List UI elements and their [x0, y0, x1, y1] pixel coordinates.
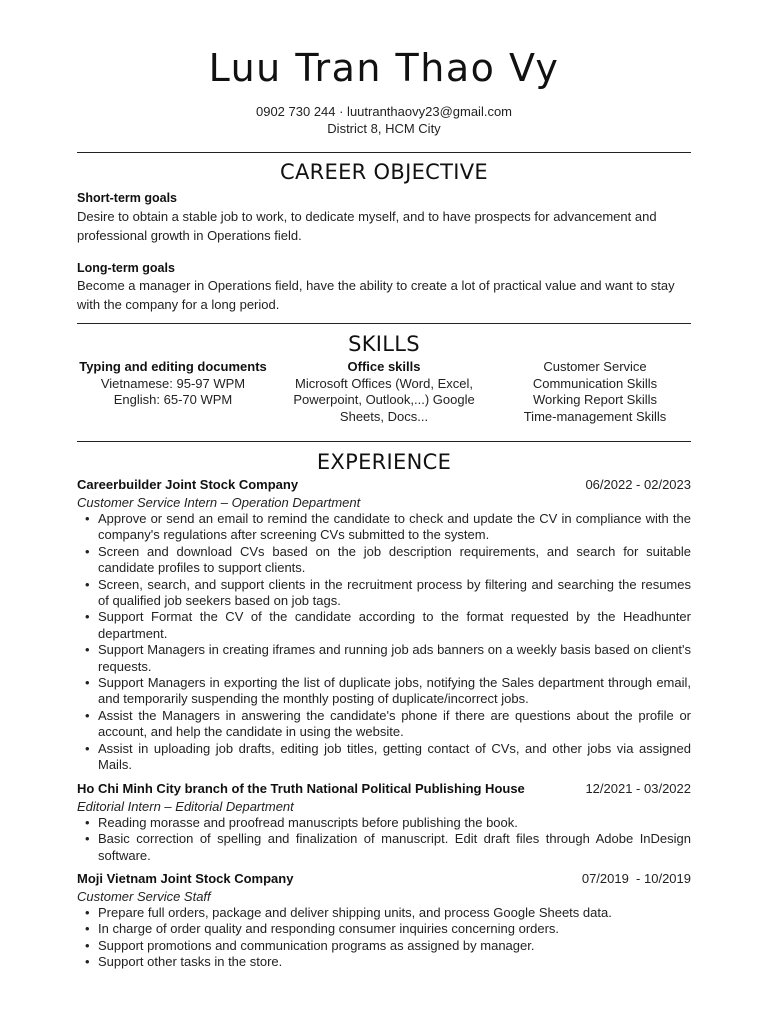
- long-term-label: Long-term goals: [77, 261, 175, 275]
- experience-title: EXPERIENCE: [316, 450, 452, 474]
- company-name: Ho Chi Minh City branch of the Truth National Political Publishing House: [77, 781, 525, 796]
- job-dates: 06/2022 - 02/2023: [585, 477, 691, 492]
- job-bullet: • Support Managers in creating iframes and running job ads banners on a weekly basis based on client's requests.: [77, 642, 691, 675]
- contact-line: 0902 730 244 · luutranthaovy23@gmail.com: [255, 104, 513, 119]
- company-name: Moji Vietnam Joint Stock Company: [77, 871, 294, 886]
- job-entry: [77, 871, 691, 971]
- skills-typing-heading: Typing and editing documents: [79, 359, 267, 374]
- job-bullets: [77, 905, 691, 971]
- job-bullet: • Reading morasse and proofread manuscripts before publishing the book.: [77, 815, 691, 831]
- skills-office-column: [284, 359, 484, 426]
- divider: [77, 441, 691, 442]
- short-term-label: Short-term goals: [77, 191, 178, 205]
- job-bullet: • Support Format the CV of the candidate according to the format requested by the Headhunter department.: [77, 609, 691, 642]
- job-bullets: [77, 815, 691, 864]
- job-bullets: [77, 511, 691, 774]
- job-role: Customer Service Staff: [77, 889, 211, 904]
- job-bullet: • Screen and download CVs based on the job description requirements, and search for suitable candidate profiles to support clients.: [77, 544, 691, 577]
- candidate-name: Luu Tran Thao Vy: [208, 46, 560, 90]
- job-bullet: • Approve or send an email to remind the candidate to check and update the CV in compliance with the company's regulations after screening CVs submitted to the system.: [77, 511, 691, 544]
- skill-item: Customer Service: [543, 359, 647, 374]
- short-term-text: Desire to obtain a stable job to work, to dedicate myself, and to have prospects for advancement and professional growth in Operations field.: [77, 209, 657, 243]
- divider: [77, 323, 691, 324]
- job-bullet: • Assist the Managers in answering the candidate's phone if there are questions about the profile or account, and help the candidate in using the website.: [77, 708, 691, 741]
- job-bullet: • Basic correction of spelling and finalization of manuscript. Edit draft files through Adobe InDesign software.: [77, 831, 691, 864]
- career-objective-title: CAREER OBJECTIVE: [280, 160, 488, 184]
- job-entry: [77, 477, 691, 774]
- skill-item: Working Report Skills: [532, 392, 658, 408]
- job-bullet: • In charge of order quality and responding consumer inquiries concerning orders.: [77, 921, 691, 937]
- job-bullet: • Support other tasks in the store.: [77, 954, 691, 970]
- job-bullet: • Prepare full orders, package and deliver shipping units, and process Google Sheets data.: [77, 905, 691, 921]
- job-entry: [77, 781, 691, 864]
- job-bullet: • Screen, search, and support clients in the recruitment process by filtering and searching the resumes of qualified job seekers based on job tags.: [77, 577, 691, 610]
- skills-typing-column: [73, 359, 273, 409]
- divider: [77, 152, 691, 153]
- skills-soft-column: [495, 359, 695, 426]
- skill-item: Vietnamese: 95-97 WPM: [100, 375, 246, 391]
- long-term-text: Become a manager in Operations field, have the ability to create a lot of practical value and want to stay with the company for a long period.: [77, 278, 675, 312]
- company-name: Careerbuilder Joint Stock Company: [77, 477, 299, 492]
- address-line: District 8, HCM City: [327, 121, 441, 136]
- skill-item: Time-management Skills: [523, 409, 667, 425]
- job-bullet: • Support promotions and communication programs as assigned by manager.: [77, 938, 691, 954]
- job-dates: 12/2021 - 03/2022: [585, 781, 691, 796]
- job-dates: 07/2019 - 10/2019: [581, 871, 691, 886]
- job-role: Editorial Intern – Editorial Department: [77, 799, 294, 814]
- job-bullet: • Support Managers in exporting the list of duplicate jobs, notifying the Sales department through email, and temporarily suspending the monthly posting of duplicate/incorrect jobs.: [77, 675, 691, 708]
- skills-office-heading: Office skills: [347, 359, 421, 374]
- skills-office-text: Microsoft Offices (Word, Excel, Powerpoint, Outlook,...) Google Sheets, Docs...: [293, 375, 475, 425]
- job-role: Customer Service Intern – Operation Department: [77, 495, 361, 510]
- skill-item: English: 65-70 WPM: [113, 392, 233, 408]
- skills-title: SKILLS: [348, 332, 420, 356]
- job-bullet: • Assist in uploading job drafts, editing job titles, getting contact of CVs, and other jobs via assigned Mails.: [77, 741, 691, 774]
- skill-item: Communication Skills: [532, 375, 658, 391]
